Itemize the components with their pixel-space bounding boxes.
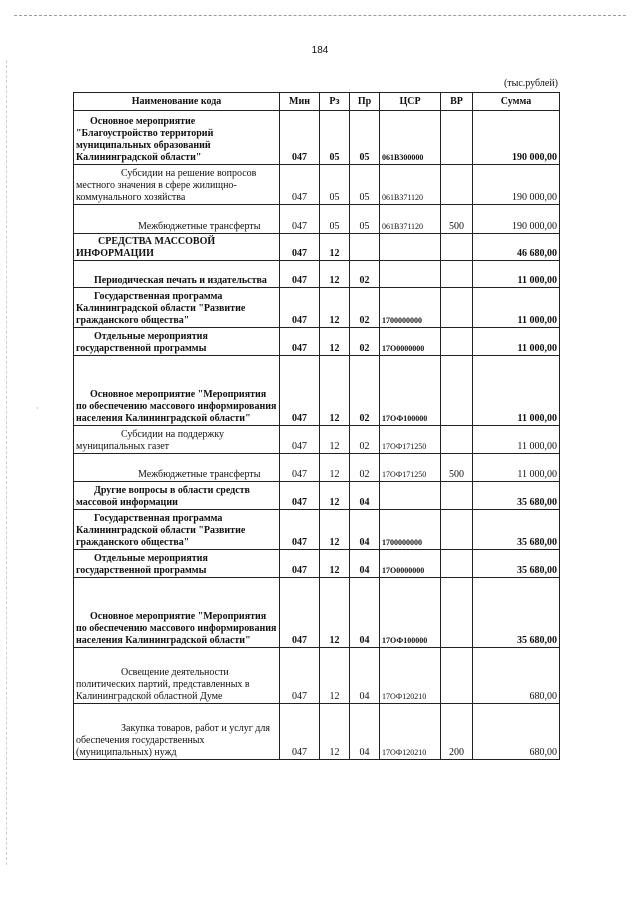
table-row [74,648,560,704]
left-margin-line [6,60,7,865]
units-label: (тыс.рублей) [503,78,558,89]
row-min: 047 [280,454,320,482]
header-rz: Рз [320,93,350,111]
row-pr: 05 [350,111,380,165]
row-name: Субсидии на поддержку муниципальных газет [74,426,280,454]
row-sum: 11 000,00 [473,356,560,426]
row-vr [441,648,473,704]
row-vr: 500 [441,205,473,234]
row-csr: 17ОФ120210 [380,704,441,760]
scan-mark: · [36,404,39,413]
row-sum: 680,00 [473,704,560,760]
row-csr: 17ОФ120210 [380,648,441,704]
row-rz: 12 [320,482,350,510]
row-pr: 02 [350,288,380,328]
row-pr: 04 [350,550,380,578]
row-rz: 05 [320,205,350,234]
row-name: Субсидии на решение вопросов местного значения в сфере жилищно-коммунального хозяйства [74,165,280,205]
header-csr: ЦСР [380,93,441,111]
table-row [74,261,560,288]
header-sum: Сумма [473,93,560,111]
row-sum: 35 680,00 [473,578,560,648]
row-name: СРЕДСТВА МАССОВОЙ ИНФОРМАЦИИ [74,234,280,261]
row-name: Отдельные мероприятия государственной программы [74,328,280,356]
table-row [74,578,560,648]
budget-table [73,92,560,760]
row-csr [380,261,441,288]
row-vr [441,288,473,328]
table-row [74,234,560,261]
row-vr [441,165,473,205]
row-pr: 04 [350,648,380,704]
row-rz: 12 [320,550,350,578]
row-sum: 11 000,00 [473,288,560,328]
row-rz: 12 [320,704,350,760]
row-min: 047 [280,234,320,261]
row-min: 047 [280,550,320,578]
row-vr [441,550,473,578]
table-row [74,704,560,760]
row-min: 047 [280,648,320,704]
row-pr: 02 [350,328,380,356]
row-rz: 12 [320,454,350,482]
row-name: Государственная программа Калининградской области "Развитие гражданского общества" [74,288,280,328]
row-vr [441,482,473,510]
row-sum: 35 680,00 [473,550,560,578]
row-rz: 12 [320,426,350,454]
row-name: Межбюджетные трансферты [74,454,280,482]
row-name: Отдельные мероприятия государственной программы [74,550,280,578]
table-row [74,205,560,234]
row-rz: 12 [320,234,350,261]
row-rz: 12 [320,261,350,288]
row-sum: 35 680,00 [473,482,560,510]
row-name: Другие вопросы в области средств массовой информации [74,482,280,510]
row-pr: 05 [350,165,380,205]
top-dashed-line [14,15,626,16]
row-vr [441,356,473,426]
row-name: Основное мероприятие "Благоустройство территорий муниципальных образований Калининградской области" [74,111,280,165]
row-min: 047 [280,328,320,356]
row-vr [441,234,473,261]
row-min: 047 [280,510,320,550]
row-sum: 11 000,00 [473,454,560,482]
row-rz: 05 [320,111,350,165]
row-name: Периодическая печать и издательства [74,261,280,288]
row-min: 047 [280,205,320,234]
row-min: 047 [280,261,320,288]
row-rz: 12 [320,328,350,356]
row-pr: 02 [350,356,380,426]
row-min: 047 [280,165,320,205]
row-pr: 04 [350,578,380,648]
row-csr: 17ОФ100000 [380,356,441,426]
row-sum: 35 680,00 [473,510,560,550]
table-row [74,328,560,356]
header-pr: Пр [350,93,380,111]
row-csr: 061B371120 [380,165,441,205]
row-csr [380,234,441,261]
row-vr: 200 [441,704,473,760]
header-name: Наименование кода [74,93,280,111]
row-min: 047 [280,356,320,426]
row-pr: 02 [350,261,380,288]
row-csr: 17О0000000 [380,328,441,356]
header-min: Мин [280,93,320,111]
row-pr: 04 [350,510,380,550]
row-sum: 680,00 [473,648,560,704]
table-row [74,426,560,454]
row-csr: 17ОФ171250 [380,454,441,482]
header-vr: ВР [441,93,473,111]
row-csr [380,482,441,510]
row-vr [441,328,473,356]
row-name: Освещение деятельности политических партий, представленных в Калининградской областной Думе [74,648,280,704]
row-sum: 11 000,00 [473,426,560,454]
row-sum: 11 000,00 [473,328,560,356]
row-sum: 190 000,00 [473,165,560,205]
row-sum: 11 000,00 [473,261,560,288]
row-name: Основное мероприятие "Мероприятия по обеспечению массового информирования населения Калининградской области" [74,578,280,648]
row-min: 047 [280,578,320,648]
row-vr [441,111,473,165]
row-name: Основное мероприятие "Мероприятия по обеспечению массового информирования населения Калининградской области" [74,356,280,426]
table-row [74,111,560,165]
row-name: Закупка товаров, работ и услуг для обеспечения государственных (муниципальных) нужд [74,704,280,760]
row-rz: 12 [320,510,350,550]
row-csr: 17О0000000 [380,550,441,578]
row-rz: 12 [320,648,350,704]
table-row [74,288,560,328]
row-csr: 061B300000 [380,111,441,165]
row-csr: 17ОФ100000 [380,578,441,648]
row-vr [441,261,473,288]
row-pr: 02 [350,454,380,482]
row-rz: 12 [320,578,350,648]
row-vr: 500 [441,454,473,482]
row-pr [350,234,380,261]
row-csr: 1700000000 [380,288,441,328]
table-row [74,550,560,578]
row-rz: 12 [320,288,350,328]
row-min: 047 [280,426,320,454]
table-row [74,356,560,426]
table-row [74,482,560,510]
row-pr: 04 [350,704,380,760]
row-rz: 05 [320,165,350,205]
row-min: 047 [280,111,320,165]
row-sum: 190 000,00 [473,111,560,165]
table-row [74,454,560,482]
row-csr: 1700000000 [380,510,441,550]
row-min: 047 [280,288,320,328]
row-csr: 17ОФ171250 [380,426,441,454]
row-pr: 04 [350,482,380,510]
page-number: 184 [311,45,329,56]
row-sum: 190 000,00 [473,205,560,234]
row-min: 047 [280,482,320,510]
table-row [74,165,560,205]
row-vr [441,578,473,648]
table-header-row [74,93,560,111]
row-csr: 061B371120 [380,205,441,234]
row-vr [441,426,473,454]
row-name: Межбюджетные трансферты [74,205,280,234]
row-rz: 12 [320,356,350,426]
row-sum: 46 680,00 [473,234,560,261]
row-min: 047 [280,704,320,760]
table-row [74,510,560,550]
row-pr: 05 [350,205,380,234]
row-pr: 02 [350,426,380,454]
row-name: Государственная программа Калининградской области "Развитие гражданского общества" [74,510,280,550]
row-vr [441,510,473,550]
